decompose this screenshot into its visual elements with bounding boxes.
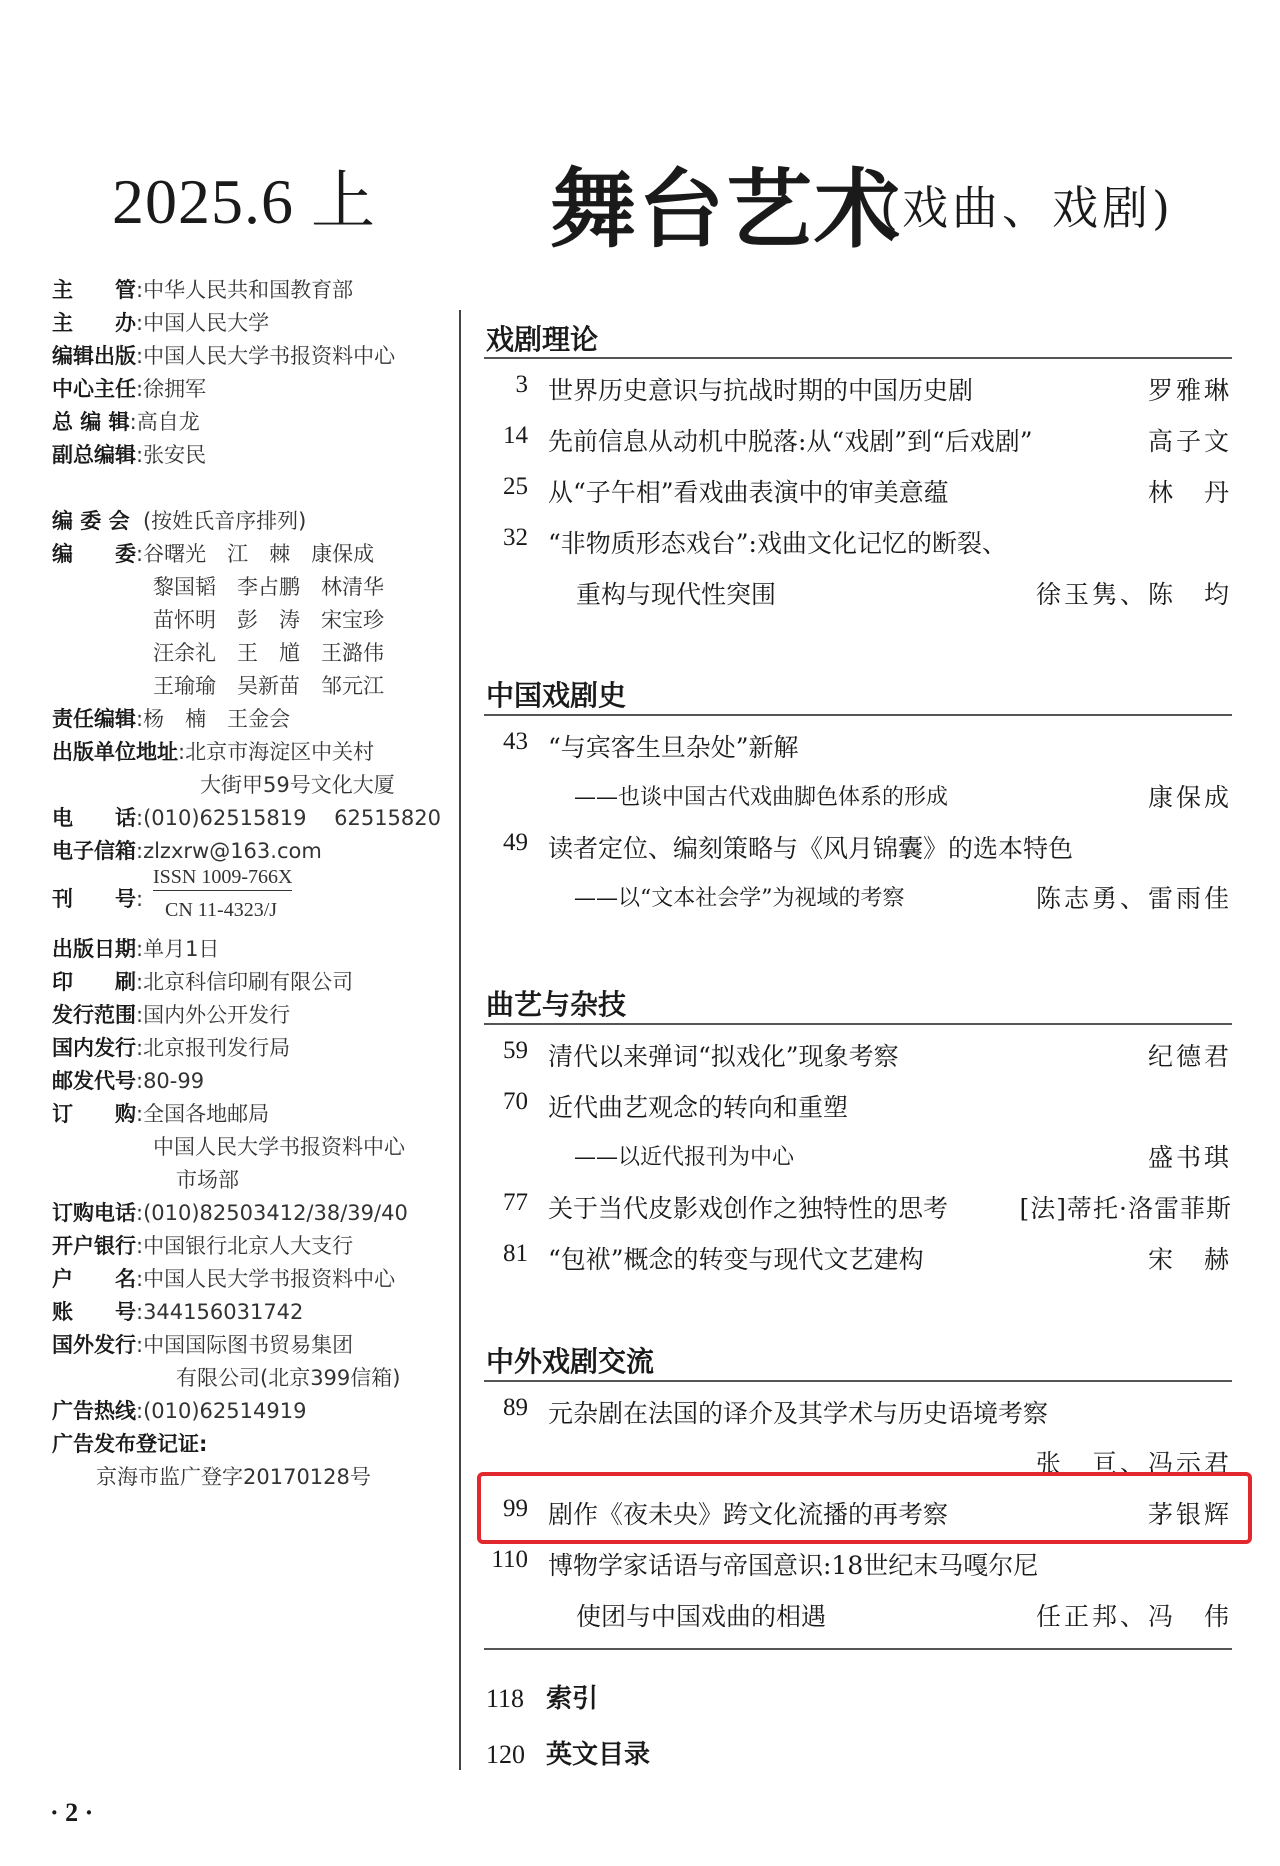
section-rule <box>484 1380 1232 1382</box>
bank-row: 开户银行:中国银行北京人大支行 <box>52 1234 354 1258</box>
toc-entry-author: 康保成 <box>1147 783 1232 812</box>
toc-entry-author: 任正邦、冯 伟 <box>1035 1602 1232 1631</box>
journal-subtitle: (戏曲、戏剧) <box>880 181 1174 235</box>
account-row: 账 号:344156031742 <box>52 1300 304 1324</box>
board-members-row: 汪余礼 王 馗 王潞伟 <box>153 641 384 665</box>
address-row: 出版单位地址:北京市海淀区中关村 <box>52 740 375 764</box>
toc-entry[interactable]: 25 从“子午相”看戏曲表演中的审美意蕴 林 丹 <box>503 473 1232 507</box>
toc-entry[interactable]: 32 “非物质形态戏台”:戏曲文化记忆的断裂、 <box>503 524 1007 558</box>
column-divider <box>459 310 461 1770</box>
section-rule <box>484 357 1232 359</box>
editor-row: 责任编辑:杨 楠 王金会 <box>52 707 291 731</box>
board-members-row: 编 委:谷曙光 江 棘 康保成 <box>52 542 375 566</box>
info-row: 副总编辑:张安民 <box>52 443 207 467</box>
toc-entry[interactable]: 59 清代以来弹词“拟戏化”现象考察 纪德君 <box>503 1037 1232 1071</box>
toc-entry-subtitle: ——以“文本社会学”为视域的考察 <box>574 886 905 911</box>
board-heading: 编 委 会 (按姓氏音序排列) <box>52 509 307 533</box>
section-rule <box>484 1648 1232 1650</box>
print-row: 印 刷:北京科信印刷有限公司 <box>52 970 354 994</box>
board-members-row: 黎国韬 李占鹏 林清华 <box>153 575 384 599</box>
toc-entry-english[interactable]: 120 英文目录 <box>486 1740 651 1770</box>
toc-entry[interactable]: 43 “与宾客生旦杂处”新解 <box>503 728 799 762</box>
section-heading: 戏剧理论 <box>486 323 599 356</box>
info-row: 总 编 辑:高自龙 <box>52 410 200 434</box>
order-row: 订 购:全国各地邮局 <box>52 1102 270 1126</box>
ad-row: 广告热线:(010)62514919 <box>52 1399 307 1423</box>
order-row-cont: 中国人民大学书报资料中心 <box>153 1135 405 1159</box>
toc-entry[interactable]: 77 关于当代皮影戏创作之独特性的思考 [法]蒂托·洛雷菲斯 <box>503 1189 1232 1223</box>
board-members-row: 王瑜瑜 吴新苗 邹元江 <box>153 674 384 698</box>
toc-entry-author: 陈志勇、雷雨佳 <box>1035 884 1232 913</box>
info-row: 主 管:中华人民共和国教育部 <box>52 278 354 302</box>
postcode-row: 邮发代号:80-99 <box>52 1069 205 1093</box>
toc-entry[interactable]: 110 博物学家话语与帝国意识:18世纪末马嘎尔尼 <box>491 1546 1039 1580</box>
address-row-cont: 大街甲59号文化大厦 <box>200 773 395 797</box>
adreg-value: 京海市监广登字20170128号 <box>96 1465 371 1489</box>
section-heading: 中国戏剧史 <box>486 679 627 712</box>
toc-entry[interactable]: 3 世界历史意识与抗战时期的中国历史剧 罗雅琳 <box>515 371 1232 405</box>
toc-entry-author: 盛书琪 <box>1147 1143 1232 1172</box>
info-row: 主 办:中国人民大学 <box>52 311 270 335</box>
toc-entry-index[interactable]: 118 索引 <box>486 1684 599 1714</box>
toc-entry-subtitle: ——以近代报刊为中心 <box>574 1145 795 1170</box>
foreign-row-cont: 有限公司(北京399信箱) <box>176 1366 401 1390</box>
issue-number: 2025.6 上 <box>112 166 376 237</box>
toc-entry[interactable]: 81 “包袱”概念的转变与现代文艺建构 宋 赫 <box>503 1240 1232 1274</box>
email-row: 电子信箱:zlzxrw@163.com <box>52 839 322 863</box>
toc-entry-author: 徐玉隽、陈 均 <box>1035 580 1232 609</box>
issn-number: ISSN 1009-766X <box>153 866 292 891</box>
cn-number: CN 11-4323/J <box>165 899 278 921</box>
section-rule <box>484 714 1232 716</box>
toc-entry-subtitle: ——也谈中国古代戏曲脚色体系的形成 <box>574 785 949 810</box>
issn-row: 刊 号: <box>52 887 144 911</box>
toc-entry[interactable]: 70 近代曲艺观念的转向和重塑 <box>503 1088 849 1122</box>
section-rule <box>484 1023 1232 1025</box>
section-heading: 中外戏剧交流 <box>486 1345 655 1378</box>
date-row: 出版日期:单月1日 <box>52 937 220 961</box>
section-heading: 曲艺与杂技 <box>486 988 627 1021</box>
toc-entry[interactable]: 89 元杂剧在法国的译介及其学术与历史语境考察 <box>503 1394 1049 1428</box>
page-number: · 2 · <box>50 1798 94 1827</box>
info-row: 编辑出版:中国人民大学书报资料中心 <box>52 344 396 368</box>
orderphone-row: 订购电话:(010)82503412/38/39/40 <box>52 1201 408 1225</box>
toc-entry-author: 张 亘、冯示君 <box>1035 1449 1232 1478</box>
range-row: 发行范围:国内外公开发行 <box>52 1003 291 1027</box>
toc-entry-highlighted[interactable]: 99 剧作《夜未央》跨文化流播的再考察 茅银辉 <box>503 1495 1232 1529</box>
order-row-cont: 市场部 <box>176 1168 239 1192</box>
domestic-row: 国内发行:北京报刊发行局 <box>52 1036 291 1060</box>
phone-row: 电 话:(010)62515819 62515820 <box>52 806 441 830</box>
adreg-row: 广告发布登记证: <box>52 1432 208 1456</box>
toc-entry[interactable]: 49 读者定位、编刻策略与《风月锦囊》的选本特色 <box>503 829 1074 863</box>
info-row: 中心主任:徐拥军 <box>52 377 207 401</box>
board-members-row: 苗怀明 彭 涛 宋宝珍 <box>153 608 384 632</box>
toc-entry-title-cont: 重构与现代性突围 <box>576 580 777 609</box>
highlight-box <box>477 1472 1252 1544</box>
toc-entry[interactable]: 14 先前信息从动机中脱落:从“戏剧”到“后戏剧” 高子文 <box>503 422 1232 456</box>
journal-title: 舞台艺术 <box>550 160 902 260</box>
toc-entry-title-cont: 使团与中国戏曲的相遇 <box>576 1602 827 1631</box>
foreign-row: 国外发行:中国国际图书贸易集团 <box>52 1333 354 1357</box>
account-name-row: 户 名:中国人民大学书报资料中心 <box>52 1267 396 1291</box>
